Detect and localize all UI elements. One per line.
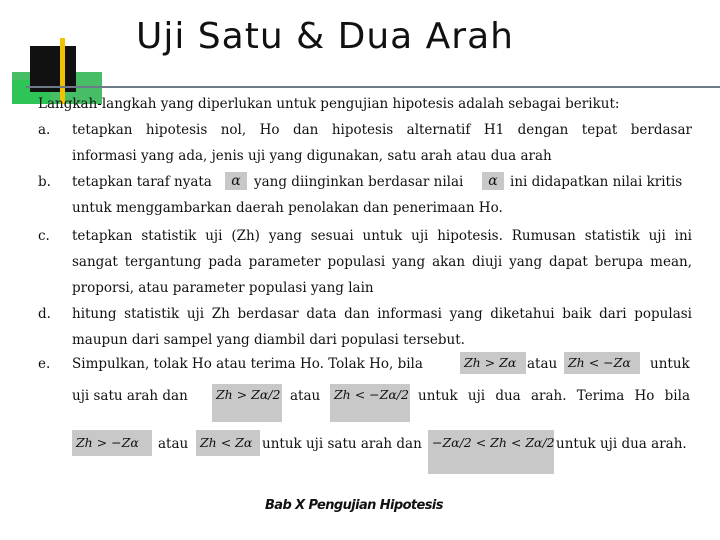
step-b-line-2: untuk menggambarkan daerah penolakan dan penerimaan Ho. (72, 200, 503, 216)
step-e-text-1a: Simpulkan, tolak Ho atau terima Ho. Tolak Ho, bila (72, 356, 423, 372)
step-e-text-1b: atau (527, 356, 558, 372)
step-e-text-1c: untuk (650, 356, 690, 372)
step-e-text-2a: uji satu arah dan (72, 388, 188, 404)
step-c-line-3: proporsi, atau parameter populasi yang lain (72, 280, 374, 296)
step-a-line-1: tetapkan hipotesis nol, Ho dan hipotesis alternatif H1 dengan tepat berdasar (72, 122, 692, 138)
slide-title: Uji Satu & Dua Arah (136, 16, 514, 57)
step-c-line-1: tetapkan statistik uji (Zh) yang sesuai untuk uji hipotesis. Rumusan statistik uji ini (72, 228, 692, 244)
step-a-line-2: informasi yang ada, jenis uji yang digunakan, satu arah atau dua arah (72, 148, 552, 164)
step-e-text-2c: untuk uji dua arah. Terima Ho bila (418, 388, 690, 404)
formula-accept-one-tail-lower: Zh > −Zα (72, 430, 152, 456)
formula-two-tail-upper: Zh > Zα/2 (212, 384, 282, 422)
formula-two-tail-lower: Zh < −Zα/2 (330, 384, 410, 422)
step-a-label: a. (38, 122, 51, 138)
step-c-label: c. (38, 228, 50, 244)
step-b-text-a: tetapkan taraf nyata (72, 174, 212, 190)
formula-one-tail-lower: Zh < −Zα (564, 352, 640, 374)
step-e-text-3c: untuk uji dua arah. (556, 436, 687, 452)
step-c-line-2: sangat tergantung pada parameter populasi yang akan diuji yang dapat berupa mean, (72, 254, 692, 270)
step-e-text-2b: atau (290, 388, 321, 404)
step-e-text-3b: untuk uji satu arah dan (262, 436, 422, 452)
step-b-label: b. (38, 174, 51, 190)
formula-one-tail-upper: Zh > Zα (460, 352, 526, 374)
intro-text: Langkah-langkah yang diperlukan untuk pengujian hipotesis adalah sebagai berikut: (38, 96, 620, 112)
step-d-line-2: maupun dari sampel yang diambil dari populasi tersebut. (72, 332, 465, 348)
step-e-label: e. (38, 356, 51, 372)
footer-text: Bab X Pengujian Hipotesis (265, 498, 443, 513)
alpha-symbol: α (482, 172, 504, 190)
step-d-label: d. (38, 306, 51, 322)
step-b-text-c: ini didapatkan nilai kritis (510, 174, 683, 190)
alpha-symbol: α (225, 172, 247, 190)
step-b-text-b: yang diinginkan berdasar nilai (254, 174, 464, 190)
step-e-text-3a: atau (158, 436, 189, 452)
step-d-line-1: hitung statistik uji Zh berdasar data dan informasi yang diketahui baik dari populasi (72, 306, 692, 322)
formula-accept-two-tail: −Zα/2 < Zh < Zα/2 (428, 430, 554, 474)
formula-accept-one-tail-upper: Zh < Zα (196, 430, 260, 456)
